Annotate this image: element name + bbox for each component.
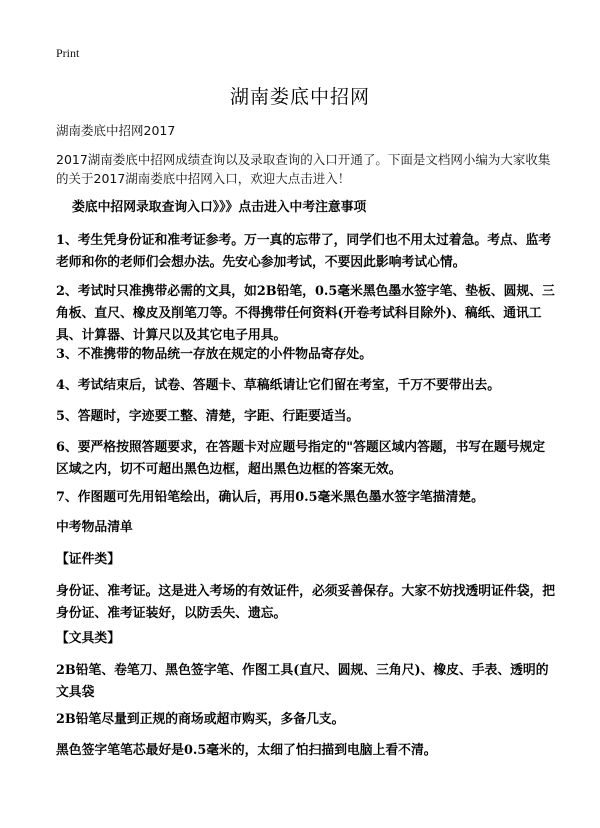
note-5: 5、答题时，字迹要工整、清楚，字距、行距要适当。 — [56, 409, 360, 424]
page-title: 湖南娄底中招网 — [229, 86, 370, 108]
id-section-text: 身份证、准考证。这是进入考场的有效证件，必须妥善保存。大家不妨找透明证件袋，把身份证、准考证装好，以防丢失、遗忘。 — [56, 584, 556, 621]
intro-paragraph: 2017湖南娄底中招网成绩查询以及录取查询的入口开通了。下面是文档网小编为大家收集的关于2017湖南娄底中招网入口，欢迎大点击进入！ — [56, 152, 551, 186]
note-1: 1、考生凭身份证和准考证参考。万一真的忘带了，同学们也不用太过着急。考点、监考老师和你的老师们会想办法。先安心参加考试，不要因此影响考试心情。 — [56, 233, 552, 270]
note-6: 6、要严格按照答题要求，在答题卡对应题号指定的"答题区域内答题，书写在题号规定区域之内，切不可超出黑色边框，超出黑色边框的答案无效。 — [56, 440, 546, 477]
stationery-section-label: 【文具类】 — [56, 631, 120, 646]
stationery-item-1: 2B铅笔、卷笔刀、黑色签字笔、作图工具(直尺、圆规、三角尺)、橡皮、手表、透明的文具袋 — [56, 663, 549, 700]
note-4: 4、考试结束后，试卷、答题卡、草稿纸请让它们留在考室，千万不要带出去。 — [56, 378, 500, 393]
checklist-heading: 中考物品清单 — [56, 520, 133, 535]
stationery-item-3: 黑色签字笔笔芯最好是0.5毫米的，太细了怕扫描到电脑上看不清。 — [56, 743, 437, 758]
subtitle: 湖南娄底中招网2017 — [56, 123, 176, 138]
stationery-item-2: 2B铅笔尽量到正规的商场或超市购买，多备几支。 — [56, 712, 345, 727]
note-2: 2、考试时只准携带必需的文具，如2B铅笔，0.5毫米黑色墨水签字笔、垫板、圆规、三角板、直尺、橡皮及削笔刀等。不得携带任何资料(开卷考试科目除外)、稿纸、通讯工具、计算器、计算尺以及其它电子用具。 — [56, 284, 555, 343]
note-3: 3、不准携带的物品统一存放在规定的小件物品寄存处。 — [56, 347, 373, 362]
print-label[interactable]: Print — [56, 46, 80, 60]
id-section-label: 【证件类】 — [56, 552, 120, 567]
note-7: 7、作图题可先用铅笔绘出，确认后，再用0.5毫米黑色墨水签字笔描清楚。 — [56, 490, 484, 505]
entry-link[interactable]: 娄底中招网录取查询入口》》》点击进入中考注意事项 — [72, 200, 367, 215]
